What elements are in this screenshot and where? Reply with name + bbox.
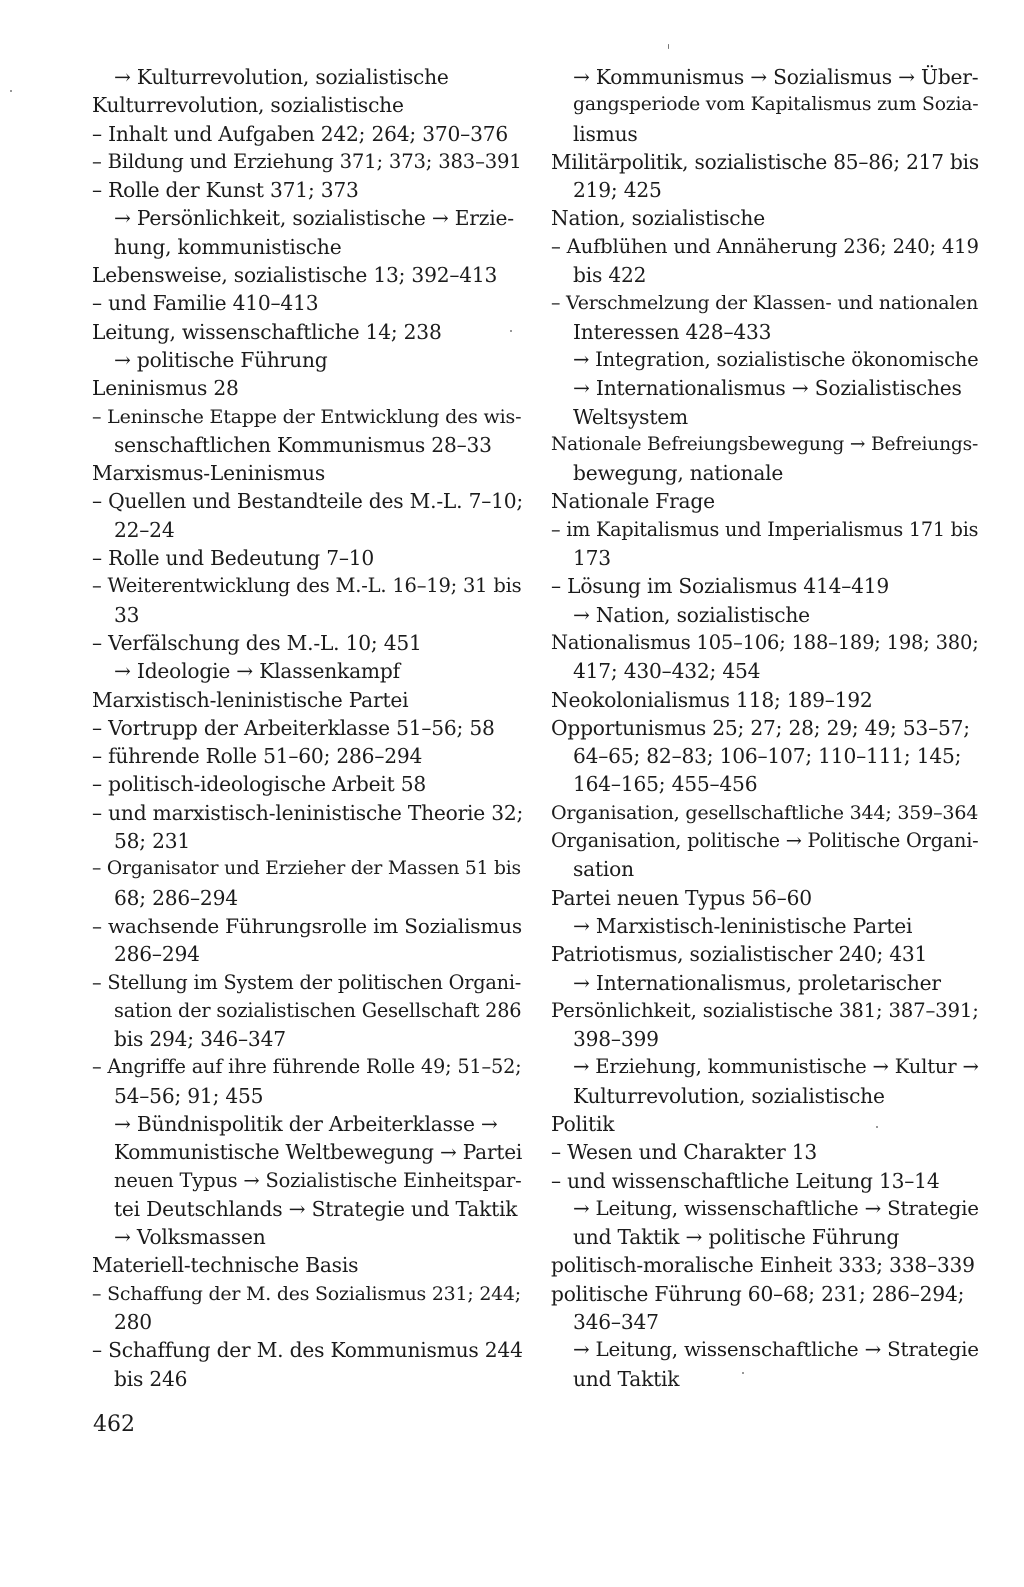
right-index-line: Militärpolitik, sozialistische 85–86; 217 bis bbox=[551, 149, 979, 174]
right-index-line: Organisation, gesellschaftliche 344; 359–364 bbox=[551, 801, 979, 824]
right-index-line: Kulturrevolution, sozialistische bbox=[573, 1083, 885, 1108]
right-index-line: – Verschmelzung der Klassen- und nationalen bbox=[551, 292, 979, 315]
left-index-line: 286–294 bbox=[114, 942, 200, 967]
left-index-line: → Ideologie → Klassenkampf bbox=[114, 659, 400, 684]
left-index-line: Kommunistische Weltbewegung → Partei bbox=[114, 1140, 523, 1165]
left-index-line: Materiell-technische Basis bbox=[92, 1253, 359, 1278]
left-index-line: – Quellen und Bestandteile des M.-L. 7–10; bbox=[92, 489, 524, 514]
left-index-line: tei Deutschlands → Strategie und Taktik bbox=[114, 1196, 518, 1221]
left-index-line: – Organisator und Erzieher der Massen 51 bis bbox=[92, 858, 521, 880]
left-index-line: 54–56; 91; 455 bbox=[114, 1083, 264, 1108]
right-index-line: politische Führung 60–68; 231; 286–294; bbox=[551, 1281, 965, 1306]
left-index-line: – und Familie 410–413 bbox=[92, 291, 319, 316]
right-index-line: Interessen 428–433 bbox=[573, 319, 772, 344]
left-index-line: Kulturrevolution, sozialistische bbox=[92, 93, 404, 118]
left-index-line: 22–24 bbox=[114, 517, 175, 542]
right-index-line: Politik bbox=[551, 1111, 615, 1136]
right-index-line: → Leitung, wissenschaftliche → Strategie bbox=[573, 1196, 979, 1220]
right-index-line: → Marxistisch-leninistische Partei bbox=[573, 913, 913, 938]
left-index-line: – Vortrupp der Arbeiterklasse 51–56; 58 bbox=[92, 715, 495, 740]
left-index-line: Leninismus 28 bbox=[92, 376, 239, 401]
left-index-line: – Bildung und Erziehung 371; 373; 383–391 bbox=[92, 149, 522, 173]
left-index-line: – Inhalt und Aufgaben 242; 264; 370–376 bbox=[92, 121, 509, 146]
left-index-line: Marxistisch-leninistische Partei bbox=[92, 687, 409, 712]
left-index-line: → Bündnispolitik der Arbeiterklasse → bbox=[114, 1111, 498, 1136]
right-index-line: Nation, sozialistische bbox=[551, 206, 765, 231]
right-index-line: 417; 430–432; 454 bbox=[573, 659, 761, 684]
right-index-line: gangsperiode vom Kapitalismus zum Sozia- bbox=[573, 94, 979, 116]
left-index-line: – führende Rolle 51–60; 286–294 bbox=[92, 744, 423, 769]
right-index-line: → Internationalismus → Sozialistisches bbox=[573, 376, 962, 401]
scan-speck bbox=[10, 90, 12, 92]
left-index-line: – Schaffung der M. des Kommunismus 244 bbox=[92, 1338, 523, 1363]
left-index-line: bis 246 bbox=[114, 1366, 188, 1391]
left-index-line: – Schaffung der M. des Sozialismus 231; 244; bbox=[92, 1282, 521, 1305]
left-index-line: sation der sozialistischen Gesellschaft 286 bbox=[114, 998, 522, 1022]
right-index-line: Neokolonialismus 118; 189–192 bbox=[551, 687, 873, 712]
scan-speck bbox=[876, 1126, 878, 1128]
right-index-line: 164–165; 455–456 bbox=[573, 772, 758, 797]
right-index-line: Partei neuen Typus 56–60 bbox=[551, 885, 812, 910]
left-index-line: → Volksmassen bbox=[114, 1225, 266, 1250]
right-index-line: 346–347 bbox=[573, 1310, 659, 1335]
left-index-line: – und marxistisch-leninistische Theorie 32; bbox=[92, 800, 524, 825]
scan-speck bbox=[742, 1372, 744, 1374]
left-index-line: Leitung, wissenschaftliche 14; 238 bbox=[92, 319, 442, 344]
right-index-line: Nationale Befreiungsbewegung → Befreiungs- bbox=[551, 433, 979, 455]
scan-speck bbox=[668, 44, 669, 49]
left-index-line: senschaftlichen Kommunismus 28–33 bbox=[114, 432, 492, 457]
right-index-line: 219; 425 bbox=[573, 178, 662, 203]
left-index-line: – wachsende Führungsrolle im Sozialismus bbox=[92, 913, 522, 938]
index-column-right bbox=[551, 63, 981, 1393]
right-index-line: Nationale Frage bbox=[551, 489, 715, 514]
left-index-line: Lebensweise, sozialistische 13; 392–413 bbox=[92, 263, 498, 288]
left-index-line: 68; 286–294 bbox=[114, 885, 238, 910]
right-index-line: 173 bbox=[573, 546, 611, 571]
right-index-line: → Integration, sozialistische ökonomische bbox=[573, 347, 979, 371]
right-index-line: → Internationalismus, proletarischer bbox=[573, 970, 941, 995]
left-index-line: – Rolle und Bedeutung 7–10 bbox=[92, 546, 375, 571]
left-index-line: 58; 231 bbox=[114, 829, 191, 854]
right-index-line: – Wesen und Charakter 13 bbox=[551, 1140, 818, 1165]
left-index-line: hung, kommunistische bbox=[114, 234, 342, 259]
left-index-line: bis 294; 346–347 bbox=[114, 1027, 286, 1052]
page-number: 462 bbox=[93, 1412, 135, 1437]
right-index-line: – im Kapitalismus und Imperialismus 171 bis bbox=[551, 517, 979, 541]
left-index-line: 33 bbox=[114, 602, 140, 627]
right-index-line: – Aufblühen und Annäherung 236; 240; 419 bbox=[551, 234, 979, 258]
right-index-line: sation bbox=[573, 857, 634, 882]
left-index-line: – Stellung im System der politischen Organi- bbox=[92, 970, 522, 994]
right-index-line: – Lösung im Sozialismus 414–419 bbox=[551, 574, 890, 599]
right-index-line: bewegung, nationale bbox=[573, 461, 784, 486]
right-index-line: und Taktik bbox=[573, 1366, 680, 1391]
left-index-line: neuen Typus → Sozialistische Einheitspar- bbox=[114, 1168, 522, 1192]
right-index-line: → Leitung, wissenschaftliche → Strategie bbox=[573, 1338, 979, 1362]
scan-speck bbox=[510, 330, 512, 332]
right-index-line: politisch-moralische Einheit 333; 338–339 bbox=[551, 1253, 975, 1278]
index-column-left bbox=[92, 63, 524, 1393]
right-index-line: 398–399 bbox=[573, 1027, 659, 1052]
right-index-line: → Nation, sozialistische bbox=[573, 602, 810, 627]
left-index-line: – Verfälschung des M.-L. 10; 451 bbox=[92, 630, 422, 655]
right-index-line: und Taktik → politische Führung bbox=[573, 1225, 900, 1250]
left-index-line: – Leninsche Etappe der Entwicklung des wis- bbox=[92, 405, 522, 428]
right-index-line: 64–65; 82–83; 106–107; 110–111; 145; bbox=[573, 744, 962, 769]
right-index-line: lismus bbox=[573, 121, 638, 146]
right-index-line: Nationalismus 105–106; 188–189; 198; 380; bbox=[551, 630, 979, 654]
left-index-line: – Rolle der Kunst 371; 373 bbox=[92, 178, 359, 203]
right-index-line: → Kommunismus → Sozialismus → Über- bbox=[573, 65, 979, 89]
right-index-line: Persönlichkeit, sozialistische 381; 387–391; bbox=[551, 998, 979, 1022]
left-index-line: → Kulturrevolution, sozialistische bbox=[114, 65, 449, 89]
right-index-line: Opportunismus 25; 27; 28; 29; 49; 53–57; bbox=[551, 715, 970, 740]
left-index-line: Marxismus-Leninismus bbox=[92, 461, 326, 486]
right-index-line: bis 422 bbox=[573, 263, 647, 288]
left-index-line: – Angriffe auf ihre führende Rolle 49; 51–52; bbox=[92, 1055, 522, 1079]
right-index-line: Weltsystem bbox=[573, 404, 688, 429]
right-index-line: → Erziehung, kommunistische → Kultur → bbox=[573, 1055, 979, 1079]
right-index-line: Organisation, politische → Politische Organi- bbox=[551, 829, 979, 853]
right-index-line: Patriotismus, sozialistischer 240; 431 bbox=[551, 942, 928, 967]
right-index-line: – und wissenschaftliche Leitung 13–14 bbox=[551, 1168, 940, 1193]
left-index-line: – politisch-ideologische Arbeit 58 bbox=[92, 772, 427, 797]
left-index-line: → Persönlichkeit, sozialistische → Erzie- bbox=[114, 206, 514, 231]
left-index-line: – Weiterentwicklung des M.-L. 16–19; 31 bis bbox=[92, 574, 522, 598]
left-index-line: → politische Führung bbox=[114, 347, 328, 372]
left-index-line: 280 bbox=[114, 1310, 152, 1335]
